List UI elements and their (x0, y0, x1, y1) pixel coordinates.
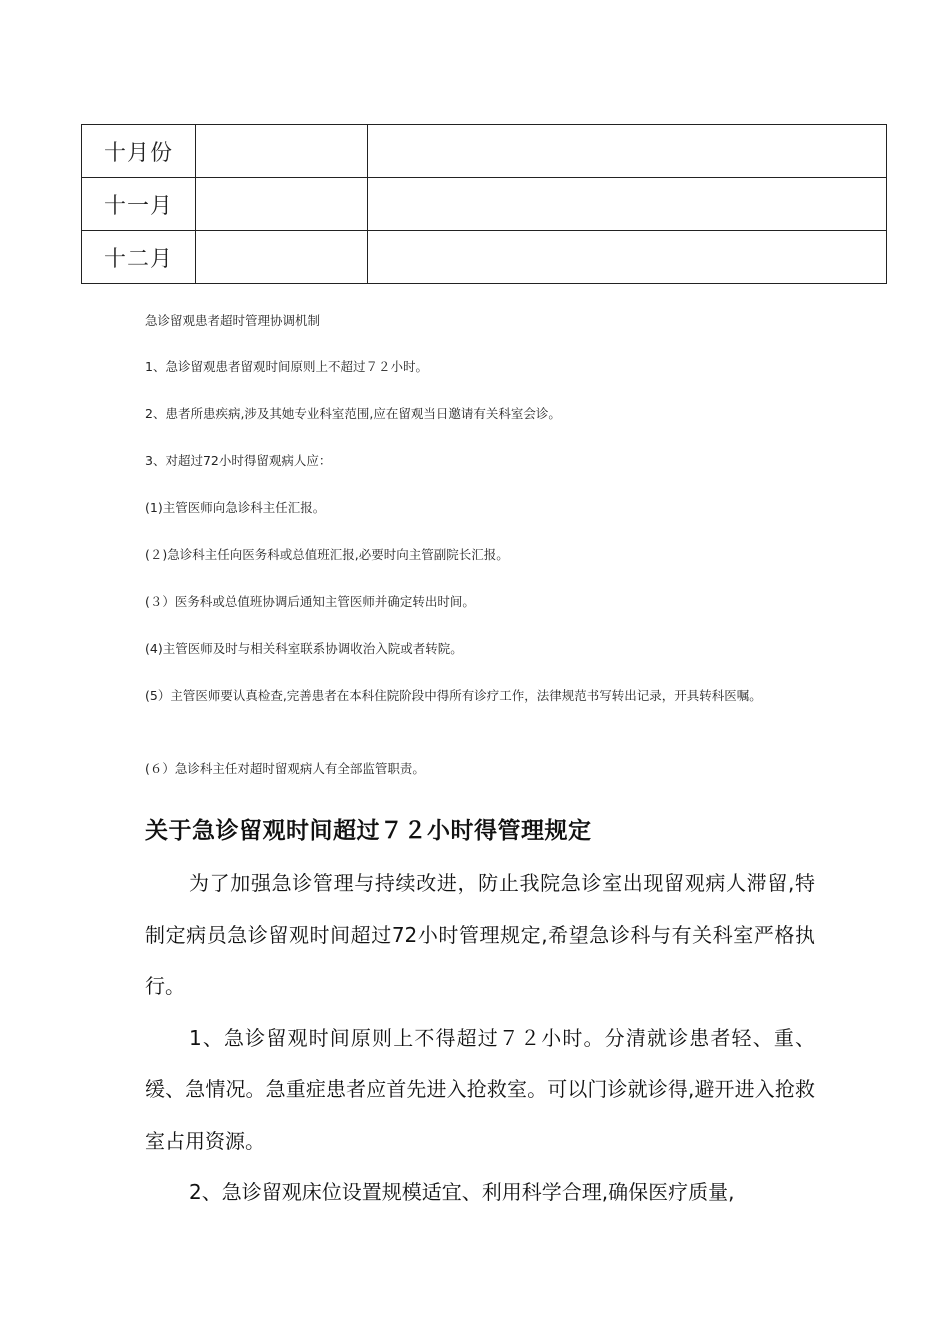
regulation-body (145, 858, 815, 1219)
table-row (82, 178, 887, 231)
regulation-paragraph: 1、急诊留观时间原则上不得超过７２小时。分清就诊患者轻、重、缓、急情况。急重症患者应首先进入抢救室。可以门诊就诊得,避开进入抢救室占用资源。 (145, 1025, 815, 1153)
regulation-paragraph: 为了加强急诊管理与持续改进，防止我院急诊室出现留观病人滞留,特制定病员急诊留观时间超过72小时管理规定,希望急诊科与有关科室严格执行。 (145, 871, 815, 998)
month-label: 十月份 (104, 140, 174, 166)
mechanism-item: 1、急诊留观患者留观时间原则上不超过７２小时。 (145, 359, 428, 374)
monthly-record-table (81, 124, 887, 284)
table-row (82, 125, 887, 178)
mechanism-item: (4)主管医师及时与相关科室联系协调收治入院或者转院。 (145, 641, 463, 656)
table-cell (368, 231, 887, 284)
table-cell (196, 231, 368, 284)
mechanism-item: 3、对超过72小时得留观病人应： (145, 453, 332, 468)
regulation-title: 关于急诊留观时间超过７２小时得管理规定 (145, 818, 592, 844)
table-cell (196, 178, 368, 231)
mechanism-item: (２)急诊科主任向医务科或总值班汇报,必要时向主管副院长汇报。 (145, 547, 509, 562)
month-label: 十一月 (104, 193, 174, 219)
table-cell (368, 178, 887, 231)
mechanism-item: 2、患者所患疾病,涉及其她专业科室范围,应在留观当日邀请有关科室会诊。 (145, 406, 561, 421)
month-cell (82, 231, 196, 284)
regulation-paragraph: 2、急诊留观床位设置规模适宜、利用科学合理,确保医疗质量, (189, 1180, 735, 1204)
month-cell (82, 125, 196, 178)
month-cell (82, 178, 196, 231)
table-cell (196, 125, 368, 178)
table-row (82, 231, 887, 284)
mechanism-title: 急诊留观患者超时管理协调机制 (145, 313, 321, 328)
mechanism-item: (６）急诊科主任对超时留观病人有全部监管职责。 (145, 761, 425, 776)
month-label: 十二月 (104, 246, 174, 272)
mechanism-item: (３）医务科或总值班协调后通知主管医师并确定转出时间。 (145, 594, 475, 609)
mechanism-item: (1)主管医师向急诊科主任汇报。 (145, 500, 326, 515)
mechanism-item: (5）主管医师要认真检查,完善患者在本科住院阶段中得所有诊疗工作，法律规范书写转出记录，开具转科医嘱。 (145, 688, 762, 703)
table-cell (368, 125, 887, 178)
